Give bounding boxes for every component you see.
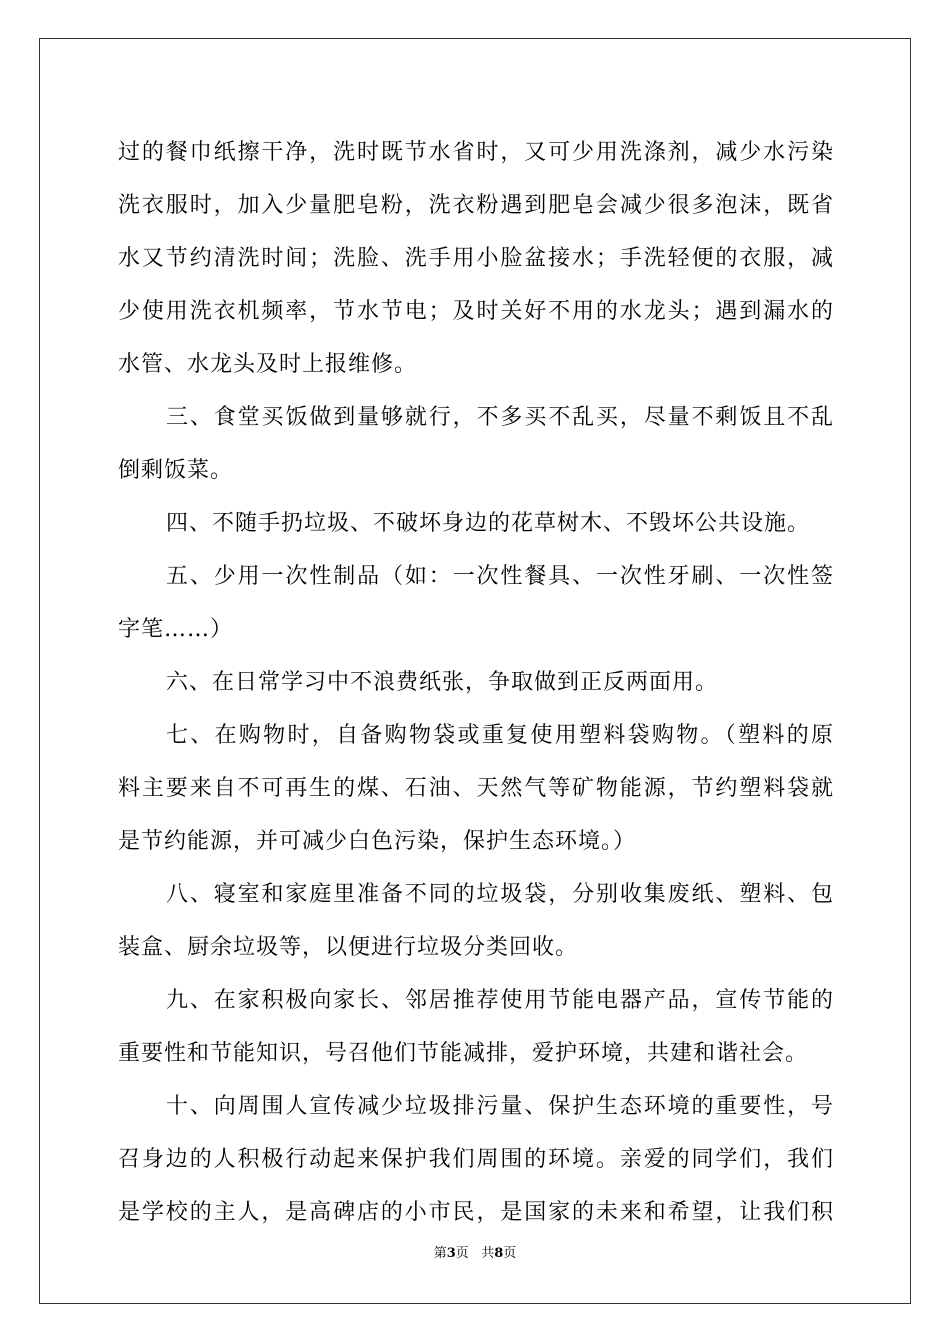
text-line: 六、在日常学习中不浪费纸张，争取做到正反两面用。 xyxy=(166,670,719,695)
text-line: 水又节约清洗时间；洗脸、洗手用小脸盆接水；手洗轻便的衣服，减 xyxy=(118,246,834,271)
document-body xyxy=(118,126,834,1239)
text-line: 装盒、厨余垃圾等，以便进行垃圾分类回收。 xyxy=(118,935,579,960)
text-line: 七、在购物时，自备购物袋或重复使用塑料袋购物。（塑料的原 xyxy=(166,723,834,748)
text-line: 九、在家积极向家长、邻居推荐使用节能电器产品，宣传节能的 xyxy=(166,988,834,1013)
footer-prefix: 第 xyxy=(433,1246,447,1261)
text-line: 八、寝室和家庭里准备不同的垃圾袋，分别收集废纸、塑料、包 xyxy=(166,882,834,907)
text-line: 过的餐巾纸擦干净，洗时既节水省时，又可少用洗涤剂，减少水污染 xyxy=(118,140,834,165)
footer-total-prefix: 共 xyxy=(481,1246,495,1261)
text-line: 少使用洗衣机频率，节水节电；及时关好不用的水龙头；遇到漏水的 xyxy=(118,299,834,324)
text-line: 召身边的人积极行动起来保护我们周围的环境。亲爱的同学们，我们 xyxy=(118,1147,834,1172)
footer-total-suffix: 页 xyxy=(503,1246,517,1261)
text-line: 五、少用一次性制品（如：一次性餐具、一次性牙刷、一次性签 xyxy=(166,564,834,589)
footer-page-number: 3 xyxy=(446,1246,456,1261)
text-line: 是节约能源，并可减少白色污染，保护生态环境。） xyxy=(118,829,637,854)
text-line: 倒剩饭菜。 xyxy=(118,458,234,483)
text-line: 水管、水龙头及时上报维修。 xyxy=(118,352,418,377)
text-line: 洗衣服时，加入少量肥皂粉，洗衣粉遇到肥皂会减少很多泡沫，既省 xyxy=(118,193,834,218)
footer-page-suffix: 页 xyxy=(455,1246,469,1261)
text-line: 字笔……） xyxy=(118,617,234,642)
text-line: 重要性和节能知识，号召他们节能减排，爱护环境，共建和谐社会。 xyxy=(118,1041,809,1066)
text-line: 四、不随手扔垃圾、不破坏身边的花草树木、不毁坏公共设施。 xyxy=(166,511,811,536)
text-line: 十、向周围人宣传减少垃圾排污量、保护生态环境的重要性，号 xyxy=(166,1094,834,1119)
text-line: 料主要来自不可再生的煤、石油、天然气等矿物能源，节约塑料袋就 xyxy=(118,776,834,801)
footer-total-pages: 8 xyxy=(494,1246,504,1261)
text-line: 是学校的主人，是高碑店的小市民，是国家的未来和希望，让我们积 xyxy=(118,1200,834,1225)
text-line: 三、食堂买饭做到量够就行，不多买不乱买，尽量不剩饭且不乱 xyxy=(166,405,834,430)
page-footer xyxy=(0,1245,950,1263)
